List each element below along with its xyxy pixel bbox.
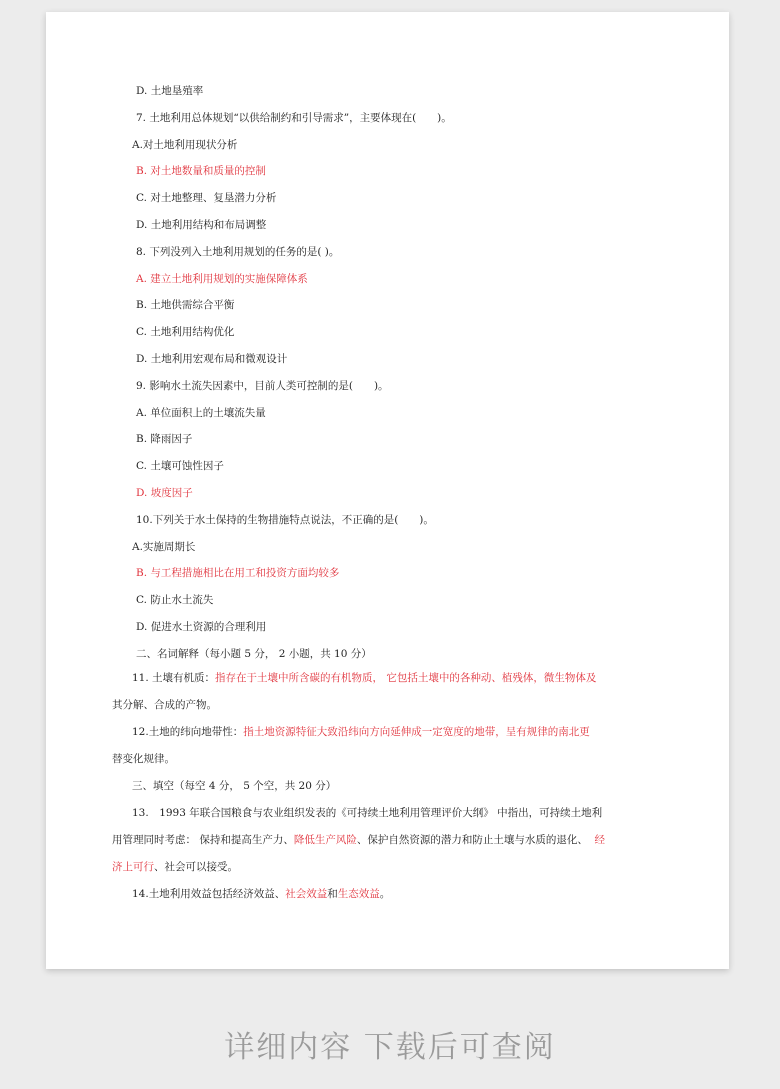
q12-answer: 指土地资源特征大致沿纬向方向延伸成一定宽度的地带，呈有规律的南北更 bbox=[243, 726, 590, 738]
question-line: B. 土地供需综合平衡 bbox=[136, 299, 235, 311]
question-line: A.实施周期长 bbox=[132, 541, 196, 553]
question-line: 7. 土地利用总体规划“以供给制约和引导需求”，主要体现在( )。 bbox=[136, 112, 452, 124]
q13-blank-1: 降低生产风险 bbox=[293, 834, 357, 846]
question-line: C. 土壤可蚀性因子 bbox=[136, 460, 224, 472]
q13-blank-2-end: 济上可行 bbox=[112, 861, 154, 873]
question-line: D. 土地利用宏观布局和微观设计 bbox=[136, 353, 288, 365]
q11-line2: 其分解、合成的产物。 bbox=[112, 699, 217, 711]
q14-blank-1: 社会效益 bbox=[285, 888, 328, 900]
question-line: 9. 影响水土流失因素中，目前人类可控制的是( )。 bbox=[136, 380, 389, 392]
question-line: A. 建立土地利用规划的实施保障体系 bbox=[136, 273, 308, 285]
q11-answer: 指存在于土壤中所含碳的有机物质， 它包括土壤中的各种动、植残体，微生物体及 bbox=[215, 672, 597, 684]
question-line: D. 促进水土资源的合理利用 bbox=[136, 621, 267, 633]
question-line: B. 对土地数量和质量的控制 bbox=[136, 165, 266, 177]
q13-blank-2-start: 经 bbox=[594, 834, 606, 846]
question-line: B. 降雨因子 bbox=[136, 433, 193, 445]
question-line: A.对土地利用现状分析 bbox=[132, 139, 238, 151]
q11-line1 bbox=[132, 671, 596, 685]
question-line: D. 土地垦殖率 bbox=[136, 85, 204, 97]
q13-text-c: 、保护自然资源的潜力和防止土壤与水质的退化、 bbox=[356, 834, 588, 846]
question-line: 10.下列关于水土保持的生物措施特点说法，不正确的是( )。 bbox=[136, 514, 434, 526]
q11-label: 11. 土壤有机质： bbox=[132, 672, 216, 684]
question-line: D. 土地利用结构和布局调整 bbox=[136, 219, 267, 231]
question-line: 8. 下列没列入土地利用规划的任务的是( )。 bbox=[136, 246, 340, 258]
q14-text-e: 。 bbox=[379, 888, 391, 900]
document-page bbox=[46, 12, 729, 969]
download-footer-text: 详细内容 下载后可查阅 bbox=[224, 1030, 556, 1065]
q12-line1 bbox=[132, 725, 590, 739]
question-line: C. 防止水土流失 bbox=[136, 594, 214, 606]
q12-label: 12.土地的纬向地带性： bbox=[132, 726, 244, 738]
q12-line2: 替变化规律。 bbox=[112, 753, 175, 765]
q14-text-c: 和 bbox=[327, 888, 338, 900]
q14-text-a: 14.土地利用效益包括经济效益、 bbox=[132, 888, 286, 900]
q13-text-a: 用管理同时考虑： 保持和提高生产力、 bbox=[112, 834, 294, 846]
q14-line bbox=[132, 887, 390, 901]
q13-text-end: 、社会可以接受。 bbox=[154, 861, 238, 873]
section-3-heading: 三、填空（每空 4 分， 5 个空，共 20 分） bbox=[132, 780, 337, 792]
question-line: C. 对土地整理、复垦潜力分析 bbox=[136, 192, 277, 204]
question-line: A. 单位面积上的土壤流失量 bbox=[136, 407, 266, 419]
question-line: C. 土地利用结构优化 bbox=[136, 326, 235, 338]
q14-blank-2: 生态效益 bbox=[337, 888, 380, 900]
question-line: B. 与工程措施相比在用工和投资方面均较多 bbox=[136, 567, 340, 579]
q13-line2 bbox=[112, 833, 605, 847]
question-line: 二、名词解释（每小题 5 分， 2 小题，共 10 分） bbox=[136, 648, 372, 660]
q13-line1: 13. 1993 年联合国粮食与农业组织发表的《可持续土地利用管理评价大纲》 中指出，可持续土地利 bbox=[132, 807, 603, 819]
question-line: D. 坡度因子 bbox=[136, 487, 193, 499]
q13-line3 bbox=[112, 860, 238, 874]
